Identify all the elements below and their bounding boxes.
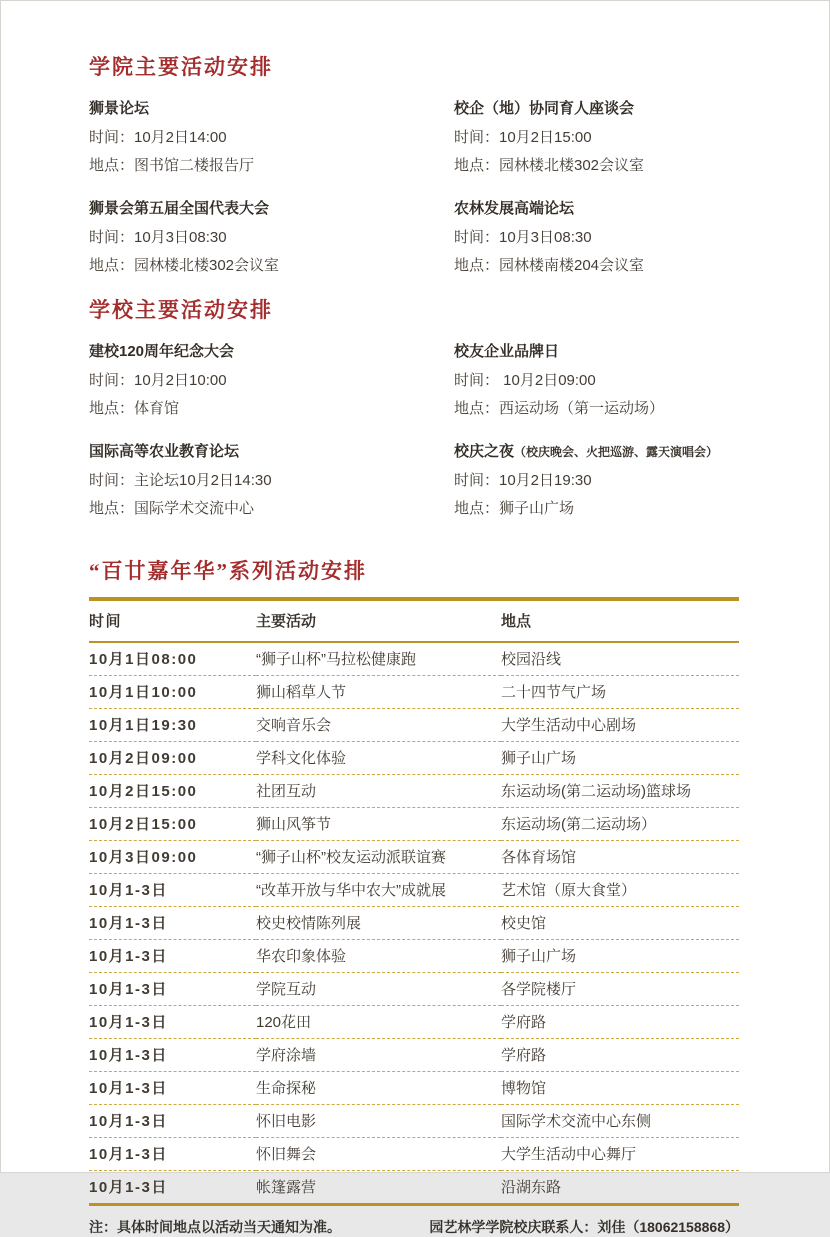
cell-place: 狮子山广场 bbox=[501, 742, 739, 775]
cell-place: 国际学术交流中心东侧 bbox=[501, 1105, 739, 1138]
event-block bbox=[89, 340, 454, 423]
cell-activity: 120花田 bbox=[256, 1006, 501, 1039]
cell-place: 学府路 bbox=[501, 1039, 739, 1072]
cell-activity: 学院互动 bbox=[256, 973, 501, 1006]
cell-place: 博物馆 bbox=[501, 1072, 739, 1105]
section-heading-university: 学校主要活动安排 bbox=[89, 298, 273, 322]
event-time: 时间：10月2日19:30 bbox=[454, 472, 592, 489]
event-title bbox=[454, 97, 739, 121]
cell-time: 10月1-3日 bbox=[89, 1105, 256, 1138]
schedule-table-body bbox=[89, 642, 739, 1205]
footer-note: 注：具体时间地点以活动当天通知为准。 bbox=[89, 1219, 341, 1235]
event-title bbox=[454, 340, 739, 364]
cell-time: 10月2日15:00 bbox=[89, 775, 256, 808]
page-footer bbox=[89, 1217, 739, 1237]
table-row bbox=[89, 676, 739, 709]
event-block bbox=[89, 440, 454, 523]
cell-place: 沿湖东路 bbox=[501, 1171, 739, 1205]
event-place: 地点：园林楼北楼302会议室 bbox=[89, 257, 280, 274]
cell-time: 10月1-3日 bbox=[89, 940, 256, 973]
event-title bbox=[89, 97, 454, 121]
cell-activity: 学科文化体验 bbox=[256, 742, 501, 775]
table-row bbox=[89, 1138, 739, 1171]
event-title-text: 建校120周年纪念大会 bbox=[89, 343, 235, 360]
cell-time: 10月2日09:00 bbox=[89, 742, 256, 775]
cell-place: 艺术馆（原大食堂） bbox=[501, 874, 739, 907]
table-row bbox=[89, 775, 739, 808]
event-place: 地点：图书馆二楼报告厅 bbox=[89, 157, 255, 174]
table-row bbox=[89, 742, 739, 775]
event-place: 地点：狮子山广场 bbox=[454, 500, 575, 517]
cell-time: 10月1-3日 bbox=[89, 1006, 256, 1039]
cell-place: 校史馆 bbox=[501, 907, 739, 940]
table-row bbox=[89, 940, 739, 973]
event-title-text: 农林发展高端论坛 bbox=[454, 200, 575, 217]
cell-activity: 校史校情陈列展 bbox=[256, 907, 501, 940]
event-title bbox=[89, 340, 454, 364]
cell-activity: 怀旧电影 bbox=[256, 1105, 501, 1138]
cell-activity: 学府涂墙 bbox=[256, 1039, 501, 1072]
cell-time: 10月1-3日 bbox=[89, 874, 256, 907]
event-time: 时间：10月3日08:30 bbox=[89, 229, 227, 246]
cell-time: 10月1-3日 bbox=[89, 1171, 256, 1205]
event-place: 地点：西运动场（第一运动场） bbox=[454, 400, 665, 417]
cell-activity: “狮子山杯”马拉松健康跑 bbox=[256, 642, 501, 676]
table-row bbox=[89, 841, 739, 874]
event-block bbox=[89, 97, 454, 180]
event-time: 时间：主论坛10月2日14:30 bbox=[89, 472, 272, 489]
cell-time: 10月1-3日 bbox=[89, 907, 256, 940]
event-title-text: 校庆之夜 bbox=[454, 443, 515, 460]
event-title-text: 狮景论坛 bbox=[89, 100, 150, 117]
table-row bbox=[89, 973, 739, 1006]
event-title bbox=[454, 440, 739, 464]
column-header-time: 时间 bbox=[89, 599, 256, 642]
cell-activity: 生命探秘 bbox=[256, 1072, 501, 1105]
event-title-text: 国际高等农业教育论坛 bbox=[89, 443, 240, 460]
cell-time: 10月1日19:30 bbox=[89, 709, 256, 742]
cell-activity: 社团互动 bbox=[256, 775, 501, 808]
cell-time: 10月2日15:00 bbox=[89, 808, 256, 841]
event-title-note: （校庆晚会、火把巡游、露天演唱会） bbox=[514, 445, 719, 459]
event-time: 时间：10月2日14:00 bbox=[89, 129, 227, 146]
cell-place: 狮子山广场 bbox=[501, 940, 739, 973]
cell-time: 10月1日08:00 bbox=[89, 642, 256, 676]
event-title bbox=[89, 440, 454, 464]
cell-time: 10月3日09:00 bbox=[89, 841, 256, 874]
cell-place: 东运动场(第二运动场） bbox=[501, 808, 739, 841]
cell-place: 大学生活动中心舞厅 bbox=[501, 1138, 739, 1171]
cell-activity: 交响音乐会 bbox=[256, 709, 501, 742]
cell-activity: 怀旧舞会 bbox=[256, 1138, 501, 1171]
cell-activity: 帐篷露营 bbox=[256, 1171, 501, 1205]
column-header-activity: 主要活动 bbox=[256, 599, 501, 642]
event-place: 地点：国际学术交流中心 bbox=[89, 500, 255, 517]
cell-place: 学府路 bbox=[501, 1006, 739, 1039]
event-time: 时间：10月3日08:30 bbox=[454, 229, 592, 246]
table-row bbox=[89, 907, 739, 940]
table-row bbox=[89, 642, 739, 676]
cell-place: 东运动场(第二运动场)篮球场 bbox=[501, 775, 739, 808]
event-title-text: 校企（地）协同育人座谈会 bbox=[454, 100, 635, 117]
cell-place: 校园沿线 bbox=[501, 642, 739, 676]
cell-time: 10月1-3日 bbox=[89, 1039, 256, 1072]
table-header-row bbox=[89, 599, 739, 642]
event-block bbox=[89, 197, 454, 280]
event-time: 时间： 10月2日09:00 bbox=[454, 372, 596, 389]
cell-place: 大学生活动中心剧场 bbox=[501, 709, 739, 742]
cell-place: 各体育场馆 bbox=[501, 841, 739, 874]
college-events-grid bbox=[89, 97, 739, 280]
event-block bbox=[454, 197, 739, 280]
cell-time: 10月1-3日 bbox=[89, 1072, 256, 1105]
event-title bbox=[89, 197, 454, 221]
carnival-schedule-table bbox=[89, 597, 739, 1206]
table-row bbox=[89, 709, 739, 742]
cell-activity: “改革开放与华中农大”成就展 bbox=[256, 874, 501, 907]
cell-place: 二十四节气广场 bbox=[501, 676, 739, 709]
table-row bbox=[89, 1105, 739, 1138]
section-heading-college: 学院主要活动安排 bbox=[89, 55, 273, 79]
column-header-place: 地点 bbox=[501, 599, 739, 642]
footer-contact: 园艺林学学院校庆联系人：刘佳（18062158868） bbox=[429, 1219, 739, 1235]
cell-time: 10月1-3日 bbox=[89, 1138, 256, 1171]
table-row bbox=[89, 1006, 739, 1039]
event-block bbox=[454, 440, 739, 523]
table-row bbox=[89, 1171, 739, 1205]
table-row bbox=[89, 1072, 739, 1105]
table-row bbox=[89, 874, 739, 907]
event-place: 地点：园林楼北楼302会议室 bbox=[454, 157, 645, 174]
cell-activity: 狮山风筝节 bbox=[256, 808, 501, 841]
cell-time: 10月1日10:00 bbox=[89, 676, 256, 709]
event-place: 地点：体育馆 bbox=[89, 400, 180, 417]
event-block bbox=[454, 340, 739, 423]
event-title bbox=[454, 197, 739, 221]
cell-time: 10月1-3日 bbox=[89, 973, 256, 1006]
cell-place: 各学院楼厅 bbox=[501, 973, 739, 1006]
cell-activity: 狮山稻草人节 bbox=[256, 676, 501, 709]
table-row bbox=[89, 1039, 739, 1072]
event-title-text: 狮景会第五届全国代表大会 bbox=[89, 200, 270, 217]
event-block bbox=[454, 97, 739, 180]
cell-activity: 华农印象体验 bbox=[256, 940, 501, 973]
event-title-text: 校友企业品牌日 bbox=[454, 343, 560, 360]
event-place: 地点：园林楼南楼204会议室 bbox=[454, 257, 645, 274]
cell-activity: “狮子山杯”校友运动派联谊赛 bbox=[256, 841, 501, 874]
table-row bbox=[89, 808, 739, 841]
event-time: 时间：10月2日10:00 bbox=[89, 372, 227, 389]
section-heading-carnival: “百廿嘉年华”系列活动安排 bbox=[89, 559, 367, 583]
event-time: 时间：10月2日15:00 bbox=[454, 129, 592, 146]
university-events-grid bbox=[89, 340, 739, 523]
